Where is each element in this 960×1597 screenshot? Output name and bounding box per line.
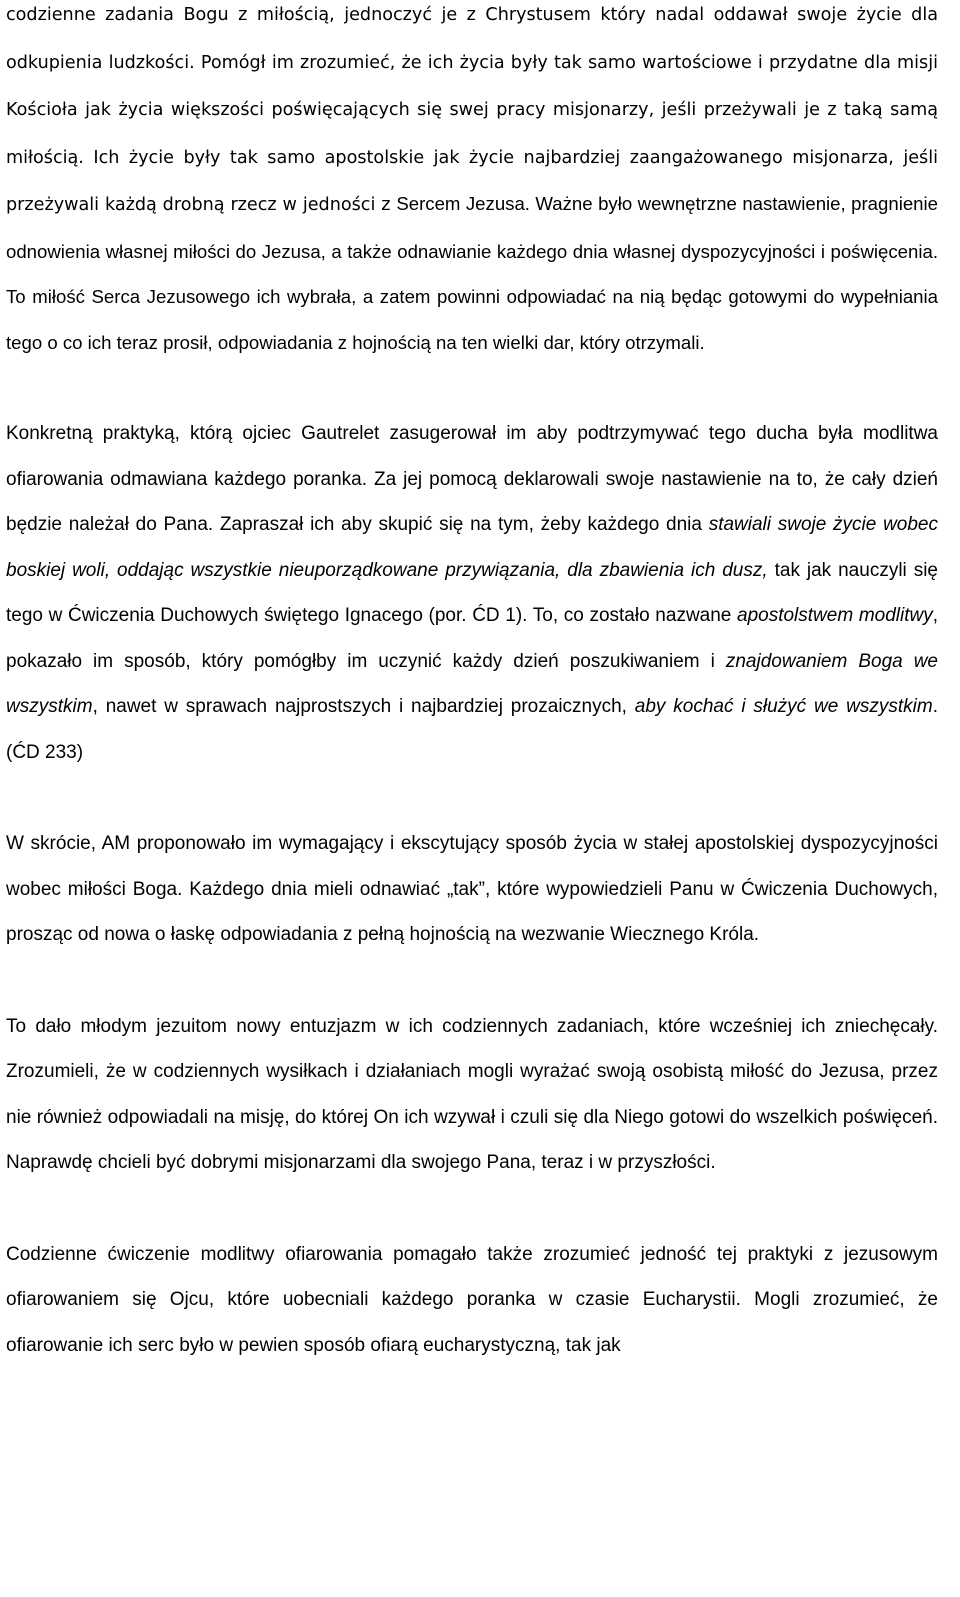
paragraph-3-text: W skrócie, AM proponowało im wymagający i ekscytujący sposób życia w stałej apostolskiej dyspozycyjności wobec miłości Boga. Każdego dnia mieli odnawiać „tak”, które wypowiedzieli Panu w Ćwiczenia Duchowych, prosząc od nowa o łaskę odpowiadania z pełną hojnością na wezwanie Wiecznego Króla. [6,833,938,945]
paragraph-2-segment-3: tak jak nauczyli się tego w Ćwiczenia Duchowych świętego Ignacego (por. ĆD 1). To, co zostało nazwane [6,559,938,626]
paragraph-1-segment-2: Sercem Jezusa. Ważne było wewnętrzne nastawienie, pragnienie odnowienia własnej miłości do Jezusa, a także odnawianie każdego dnia własnej dyspozycyjności i poświęcenia. To miłość Serca Jezusowego ich wybrała, a zatem powinni odpowiadać na nią będąc gotowymi do wypełniania tego o co ich teraz prosił, odpowiadania z hojnością na ten wielki dar, który otrzymali. [6,193,938,353]
paragraph-2 [6,411,938,775]
paragraph-4 [6,1004,938,1186]
paragraph-2-italic-4: aby kochać i służyć we wszystkim [634,696,933,717]
paragraph-5-text: Codzienne ćwiczenie modlitwy ofiarowania pomagało także zrozumieć jedność tej praktyki z jezusowym ofiarowaniem się Ojcu, które uobecniali każdego poranka w czasie Eucharystii. Mogli zrozumieć, że ofiarowanie ich serc było w pewien sposób ofiarą eucharystyczną, tak jak [6,1243,938,1356]
paragraph-4-text: To dało młodym jezuitom nowy entuzjazm w ich codziennych zadaniach, które wcześniej ich zniechęcały. Zrozumieli, że w codziennych wysiłkach i działaniach mogli wyrażać swoją osobistą miłość do Jezusa, przez nie również odpowiadali na misję, do której On ich wzywał i czuli się dla Niego gotowi do wszelkich poświęceń. Naprawdę chcieli być dobrymi misjonarzami dla swojego Pana, teraz i w przyszłości. [6,1015,938,1173]
paragraph-2-segment-1: Konkretną praktyką, którą ojciec Gautrelet zasugerował im aby podtrzymywać tego ducha była modlitwa ofiarowania odmawiana każdego poranka. Za jej pomocą deklarowali swoje nastawienie na to, że cały dzień będzie należał do Pana. Zapraszał ich aby skupić się na tym, żeby każdego dnia [6,423,938,535]
paragraph-5 [6,1232,938,1369]
paragraph-1 [6,0,938,365]
paragraph-2-italic-2: apostolstwem modlitwy [737,605,933,626]
paragraph-3 [6,821,938,958]
paragraph-2-italic-1: stawiali swoje życie wobec boskiej woli, oddając wszystkie nieuporządkowane przywiązania, dla zbawienia ich dusz, [6,514,938,581]
paragraph-1-segment-1: codzienne zadania Bogu z miłością, jednoczyć je z Chrystusem który nadal oddawał swoje życie dla odkupienia ludzkości. Pomógł im zrozumieć, że ich życia były tak samo wartościowe i przydatne dla misji Kościoła jak życia większości poświęcających się swej pracy misjonarzy, jeśli przeżywali je z taką samą miłością. Ich życie były tak samo apostolskie jak życie najbardziej zaangażowanego misjonarza, jeśli przeżywali każdą drobną rzecz w jedności z [6,5,938,215]
paragraph-2-segment-5: , pokazało im sposób, który pomógłby im uczynić każdy dzień poszukiwaniem i [6,605,939,672]
paragraph-2-segment-9: . (ĆD 233) [6,696,938,763]
paragraph-2-italic-3: znajdowaniem Boga we wszystkim [6,650,938,717]
document-page [6,0,938,1368]
paragraph-2-segment-7: , nawet w sprawach najprostszych i najbardziej prozaicznych, [92,696,635,717]
